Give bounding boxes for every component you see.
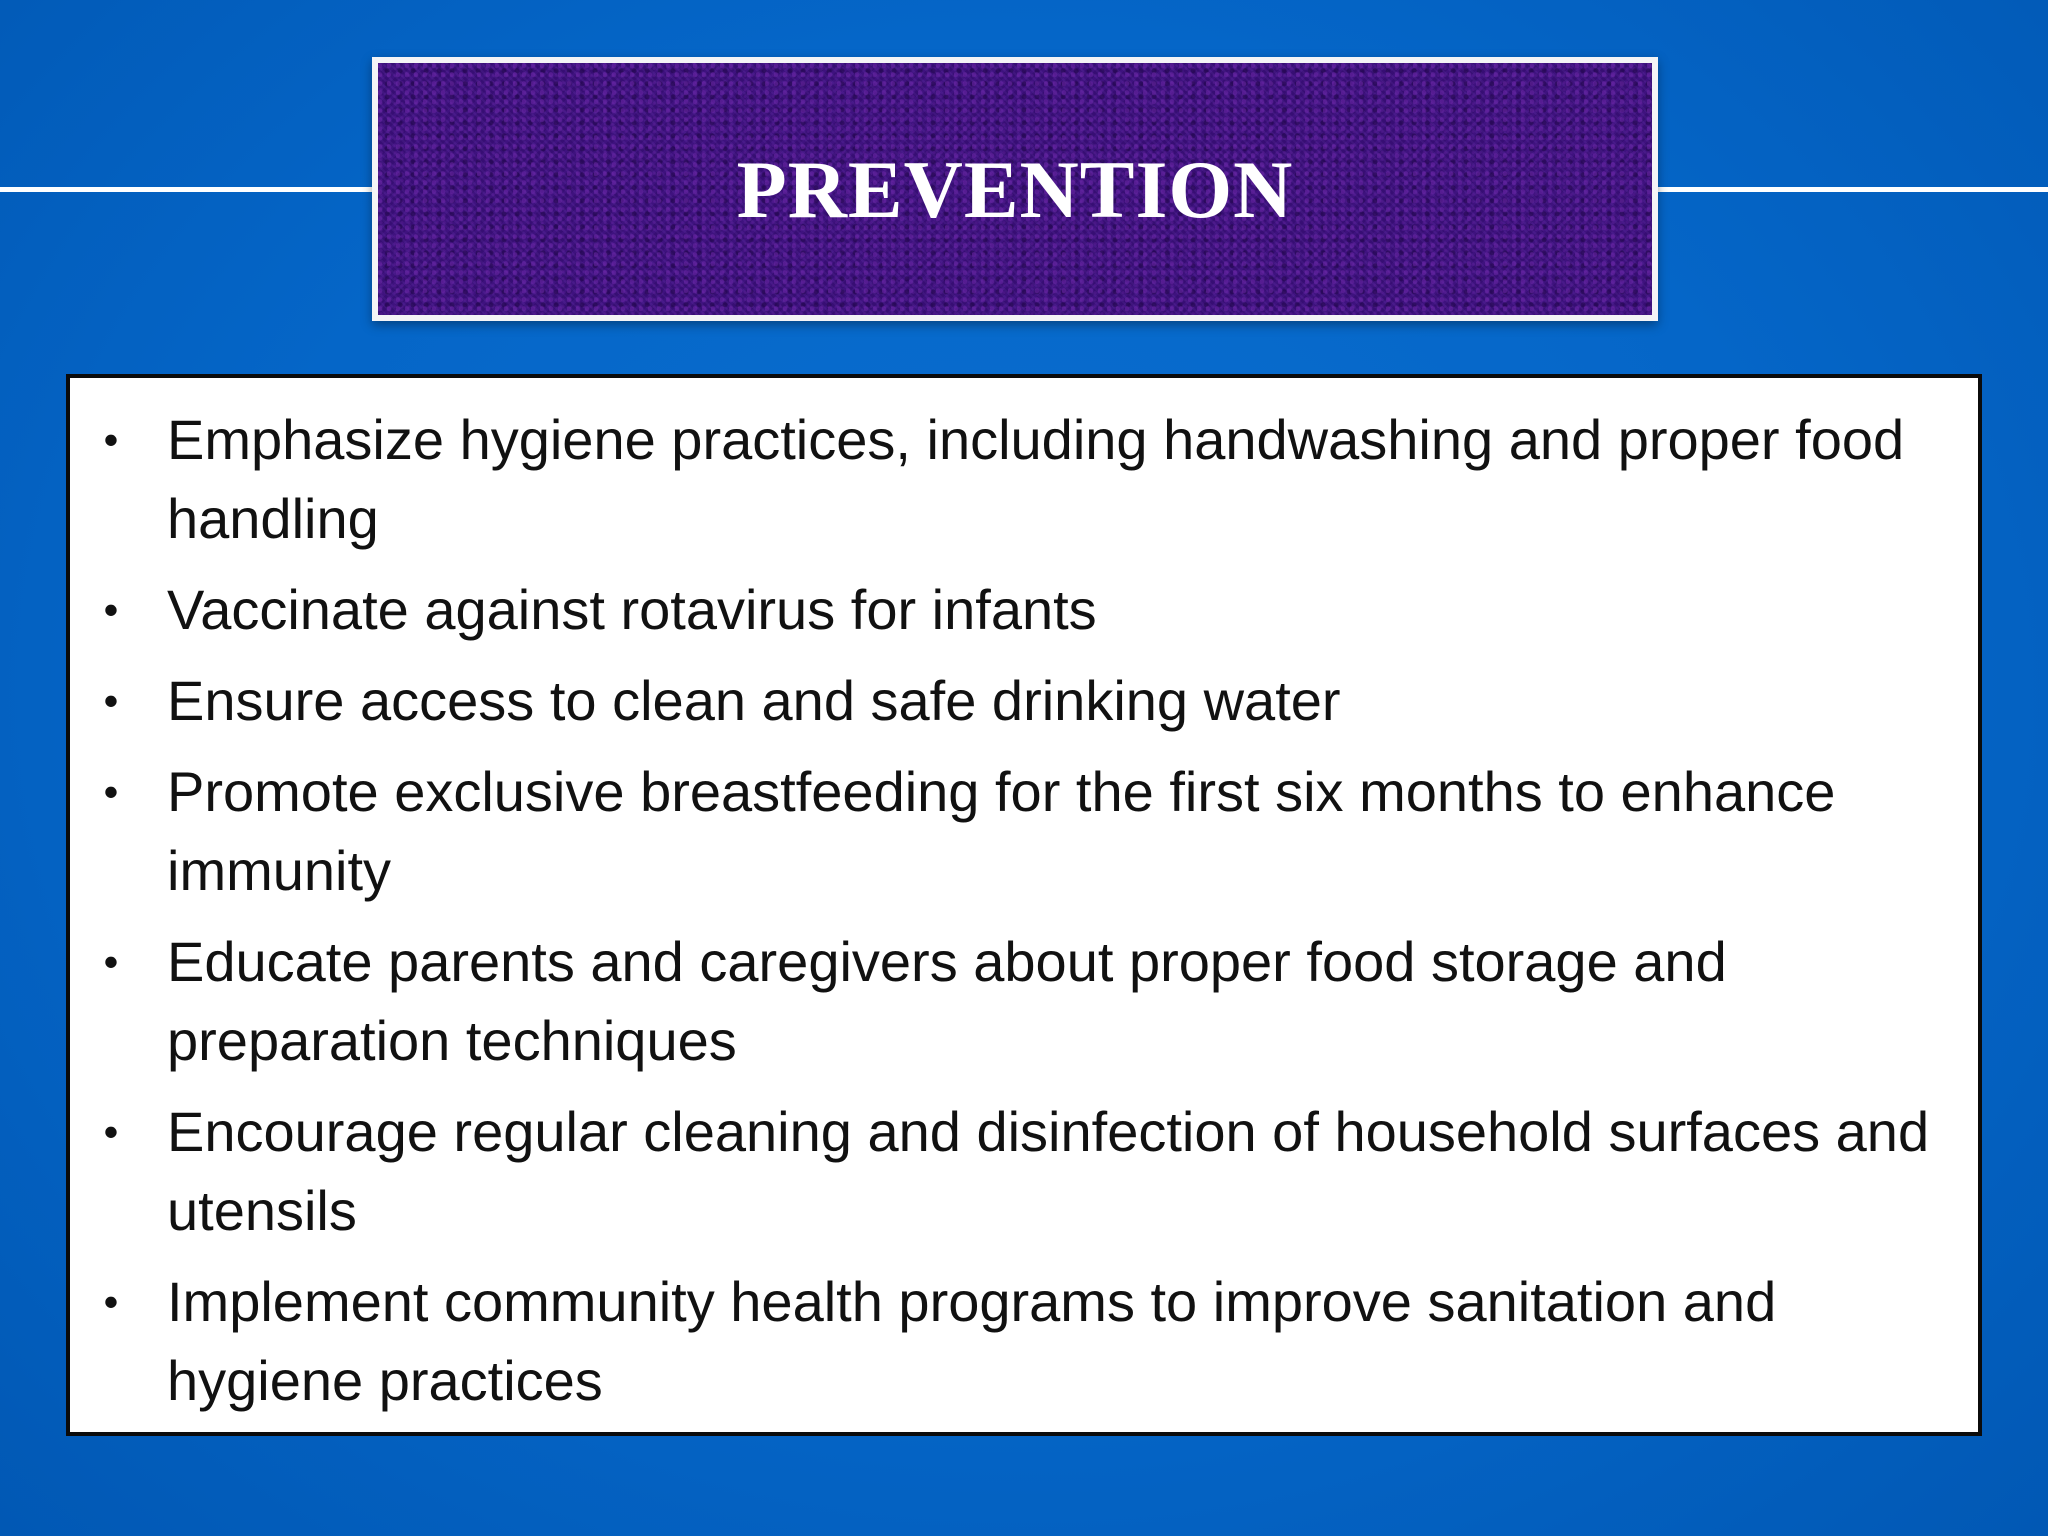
title-rule-right: [1658, 187, 2048, 192]
bullet-text: Educate parents and caregivers about proper food storage and preparation techniques: [167, 930, 1727, 1072]
bullet-text: Implement community health programs to improve sanitation and hygiene practices: [167, 1270, 1777, 1412]
bullet-item: [70, 661, 1948, 740]
bullet-icon: •: [103, 586, 119, 633]
bullet-item: [70, 1262, 1948, 1420]
bullet-item: [70, 1092, 1948, 1250]
title-rule-left: [0, 187, 375, 192]
bullet-text: Ensure access to clean and safe drinking water: [167, 669, 1341, 732]
bullet-text: Encourage regular cleaning and disinfection of household surfaces and utensils: [167, 1100, 1930, 1242]
bullet-list: [70, 400, 1948, 1420]
bullet-item: [70, 752, 1948, 910]
bullet-icon: •: [103, 1278, 119, 1325]
bullet-icon: •: [103, 677, 119, 724]
title-banner: [372, 57, 1658, 321]
bullet-content-box: [66, 374, 1982, 1436]
bullet-icon: •: [103, 416, 119, 463]
bullet-icon: •: [103, 768, 119, 815]
bullet-item: [70, 922, 1948, 1080]
bullet-icon: •: [103, 1108, 119, 1155]
bullet-text: Vaccinate against rotavirus for infants: [167, 578, 1097, 641]
slide-title: PREVENTION: [736, 144, 1294, 235]
bullet-icon: •: [103, 938, 119, 985]
bullet-text: Promote exclusive breastfeeding for the first six months to enhance immunity: [167, 760, 1836, 902]
bullet-item: [70, 400, 1948, 558]
bullet-item: [70, 570, 1948, 649]
bullet-text: Emphasize hygiene practices, including handwashing and proper food handling: [167, 408, 1905, 550]
